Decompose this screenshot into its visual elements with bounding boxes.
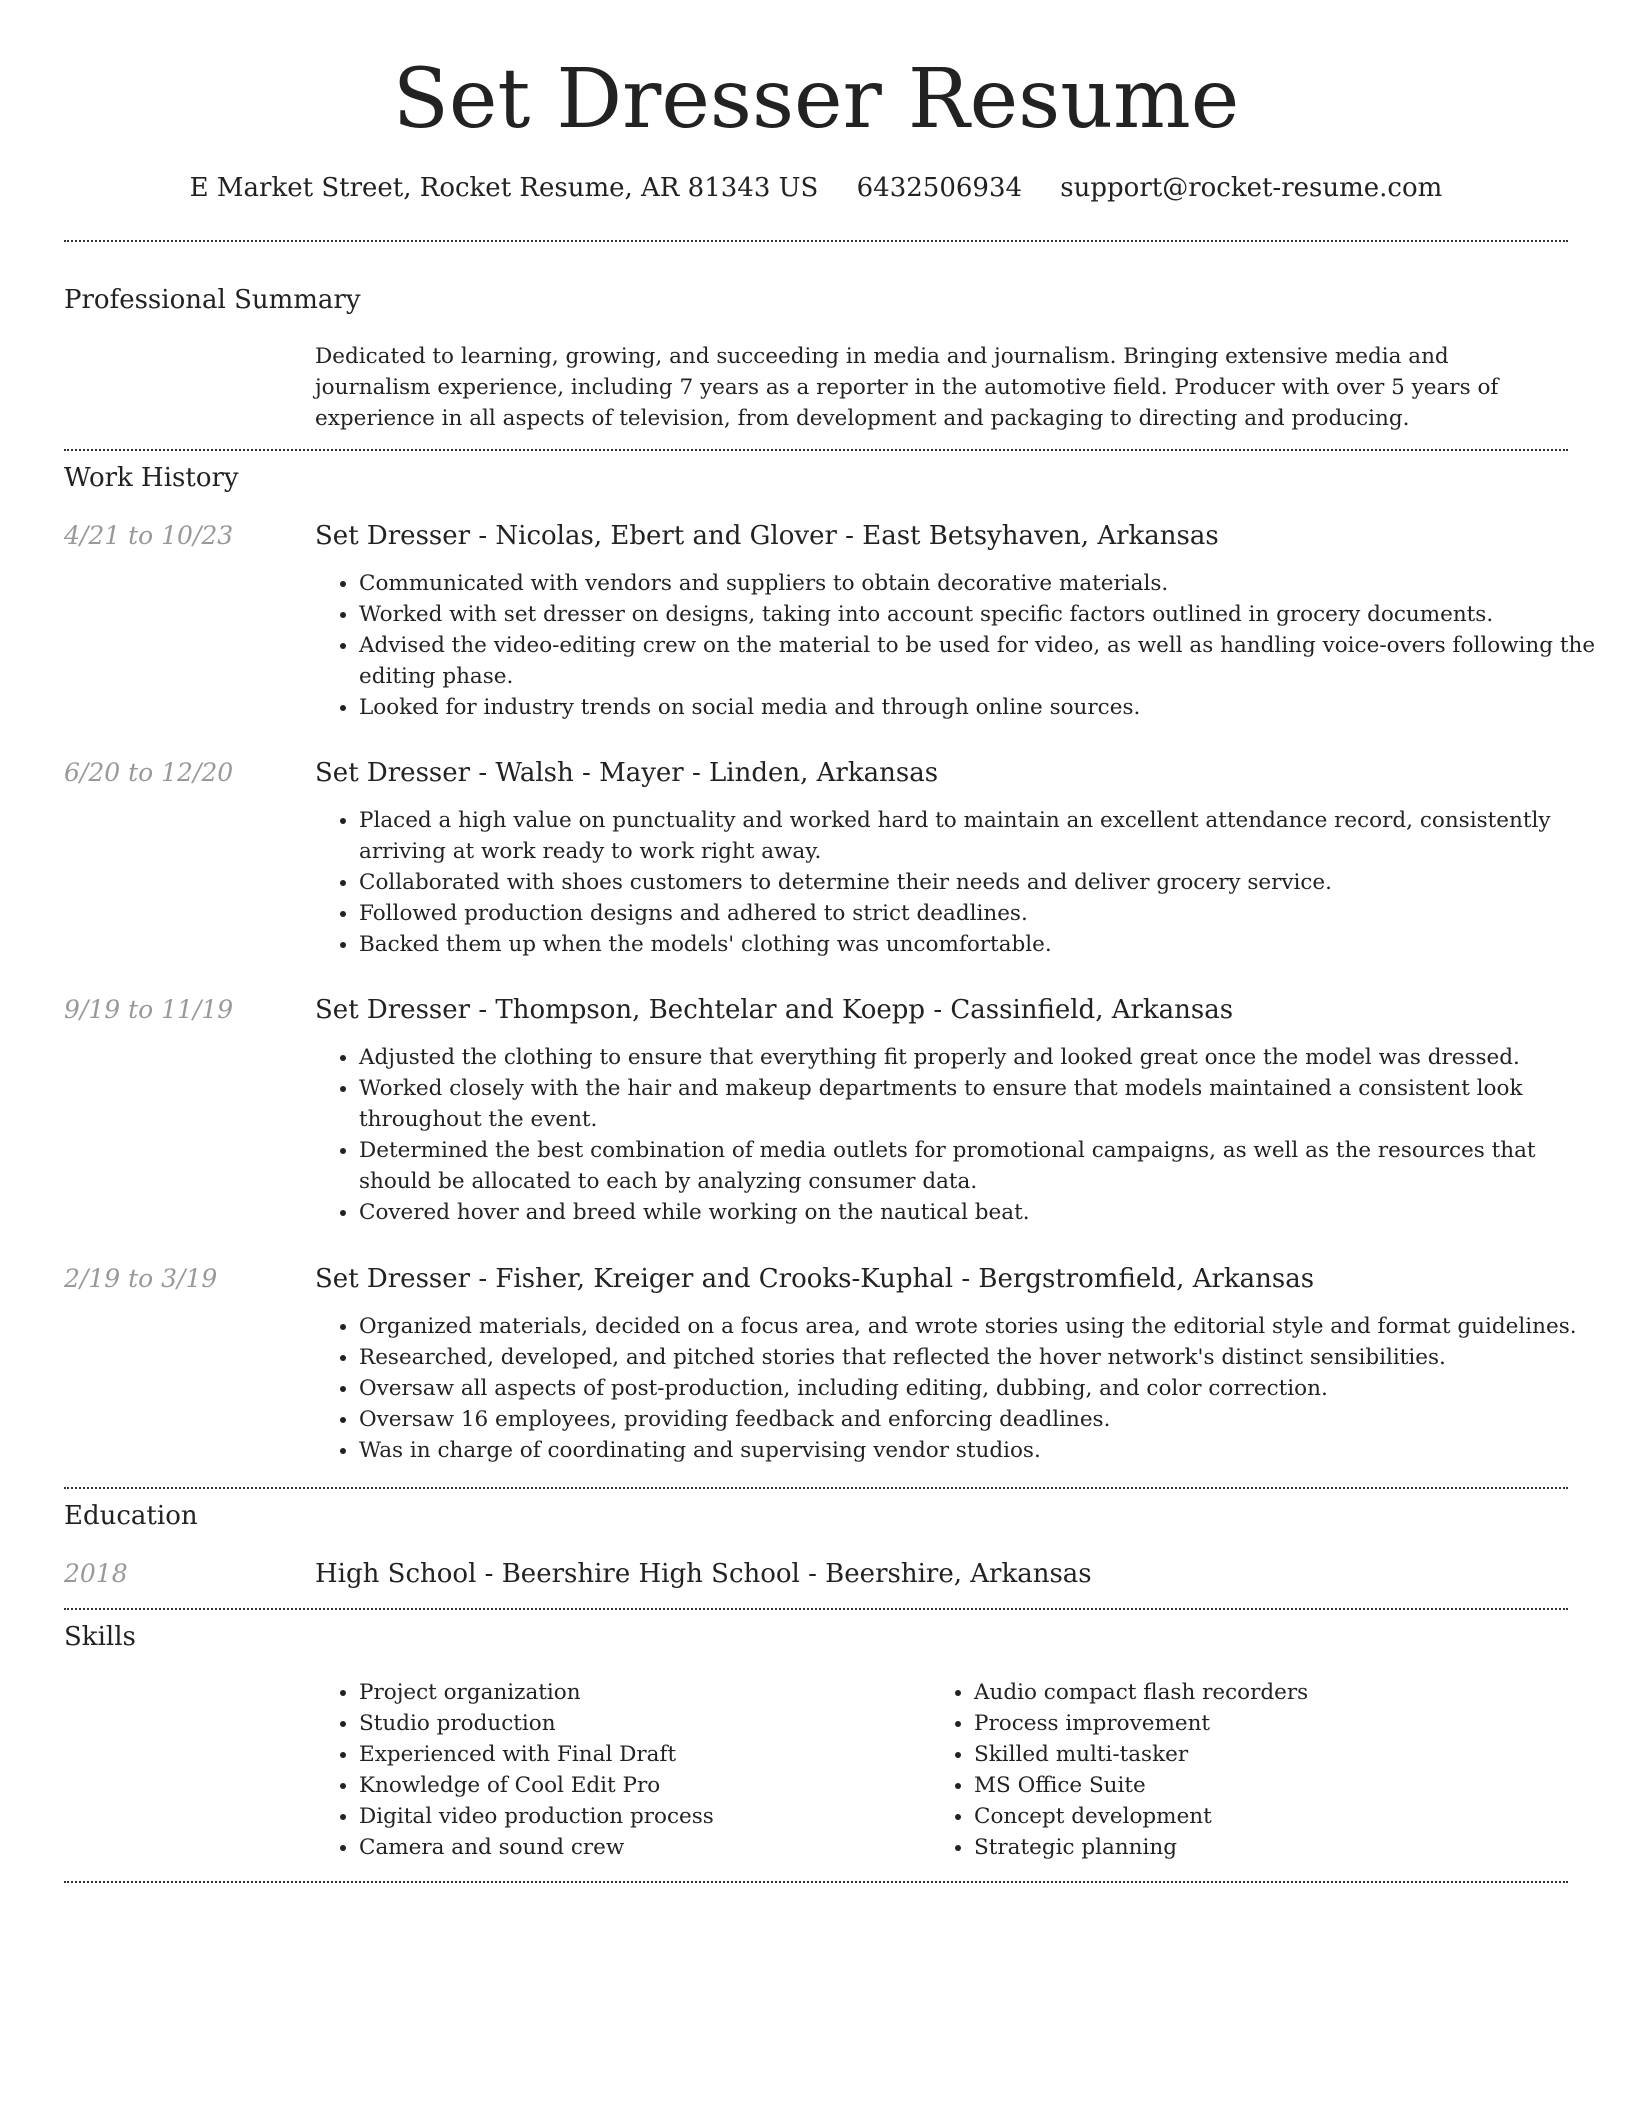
list-item: • Worked with set dresser on designs, taking into account specific factors outlined in grocery documents. [359, 599, 1614, 630]
divider [64, 1487, 1568, 1489]
job-bullets [315, 568, 1614, 723]
education-entry: High School - Beershire High School - Beershire, Arkansas [315, 1559, 1092, 1589]
list-item: • MS Office Suite [974, 1770, 1574, 1801]
list-item: • Backed them up when the models' clothing was uncomfortable. [359, 929, 1614, 960]
list-item: • Digital video production process [359, 1801, 919, 1832]
job-date: 6/20 to 12/20 [64, 758, 234, 787]
section-title-education: Education [64, 1501, 198, 1531]
list-item: • Placed a high value on punctuality and worked hard to maintain an excellent attendance record, consistently arriving at work ready to work right away. [359, 805, 1614, 867]
list-item: • Researched, developed, and pitched stories that reflected the hover network's distinct sensibilities. [359, 1342, 1614, 1373]
job-title: Set Dresser - Walsh - Mayer - Linden, Arkansas [315, 758, 939, 788]
education-date: 2018 [64, 1559, 128, 1588]
contact-phone: 6432506934 [856, 173, 1023, 203]
skills-list-right [930, 1677, 1574, 1863]
contact-line [0, 170, 1632, 206]
job-date: 9/19 to 11/19 [64, 995, 234, 1024]
list-item: • Oversaw 16 employees, providing feedback and enforcing deadlines. [359, 1404, 1614, 1435]
job-bullets [315, 805, 1614, 960]
resume-title: Set Dresser Resume [392, 52, 1240, 147]
list-item: • Knowledge of Cool Edit Pro [359, 1770, 919, 1801]
list-item: • Was in charge of coordinating and supervising vendor studios. [359, 1435, 1614, 1466]
list-item: • Looked for industry trends on social media and through online sources. [359, 692, 1614, 723]
job-bullets [315, 1042, 1614, 1228]
list-item: • Oversaw all aspects of post-production, including editing, dubbing, and color correction. [359, 1373, 1614, 1404]
list-item: • Experienced with Final Draft [359, 1739, 919, 1770]
section-title-work-history: Work History [64, 463, 239, 493]
list-item: • Concept development [974, 1801, 1574, 1832]
job-title: Set Dresser - Thompson, Bechtelar and Koepp - Cassinfield, Arkansas [315, 995, 1234, 1025]
list-item: • Process improvement [974, 1708, 1574, 1739]
job-date: 4/21 to 10/23 [64, 521, 234, 550]
divider [64, 1881, 1568, 1883]
list-item: • Communicated with vendors and suppliers to obtain decorative materials. [359, 568, 1614, 599]
list-item: • Strategic planning [974, 1832, 1574, 1863]
contact-address: E Market Street, Rocket Resume, AR 81343 US [189, 173, 819, 203]
list-item: • Covered hover and breed while working on the nautical beat. [359, 1197, 1614, 1228]
divider [64, 449, 1568, 451]
job-date: 2/19 to 3/19 [64, 1264, 218, 1293]
job-title: Set Dresser - Nicolas, Ebert and Glover - East Betsyhaven, Arkansas [315, 521, 1219, 551]
list-item: • Worked closely with the hair and makeup departments to ensure that models maintained a consistent look throughout the event. [359, 1073, 1614, 1135]
list-item: • Determined the best combination of media outlets for promotional campaigns, as well as the resources that should be allocated to each by analyzing consumer data. [359, 1135, 1614, 1197]
list-item: • Skilled multi-tasker [974, 1739, 1574, 1770]
contact-email: support@rocket-resume.com [1060, 173, 1443, 203]
list-item: • Collaborated with shoes customers to determine their needs and deliver grocery service. [359, 867, 1614, 898]
section-title-skills: Skills [64, 1622, 136, 1652]
list-item: • Studio production [359, 1708, 919, 1739]
divider [64, 240, 1568, 242]
list-item: • Followed production designs and adhered to strict deadlines. [359, 898, 1614, 929]
summary-text: Dedicated to learning, growing, and succeeding in media and journalism. Bringing extensive media and journalism experience, including 7 years as a reporter in the automotive field. Producer with over 5 years of experience in all aspects of television, from development and packaging to directing and producing. [315, 344, 1499, 431]
list-item: • Project organization [359, 1677, 919, 1708]
list-item: • Adjusted the clothing to ensure that everything fit properly and looked great once the model was dressed. [359, 1042, 1614, 1073]
job-bullets [315, 1311, 1614, 1466]
list-item: • Advised the video-editing crew on the material to be used for video, as well as handling voice-overs following the editing phase. [359, 630, 1614, 692]
list-item: • Camera and sound crew [359, 1832, 919, 1863]
list-item: • Audio compact flash recorders [974, 1677, 1574, 1708]
job-title: Set Dresser - Fisher, Kreiger and Crooks-Kuphal - Bergstromfield, Arkansas [315, 1264, 1315, 1294]
divider [64, 1608, 1568, 1610]
skills-list-left [315, 1677, 919, 1863]
section-title-summary: Professional Summary [64, 285, 361, 315]
list-item: • Organized materials, decided on a focus area, and wrote stories using the editorial style and format guidelines. [359, 1311, 1614, 1342]
